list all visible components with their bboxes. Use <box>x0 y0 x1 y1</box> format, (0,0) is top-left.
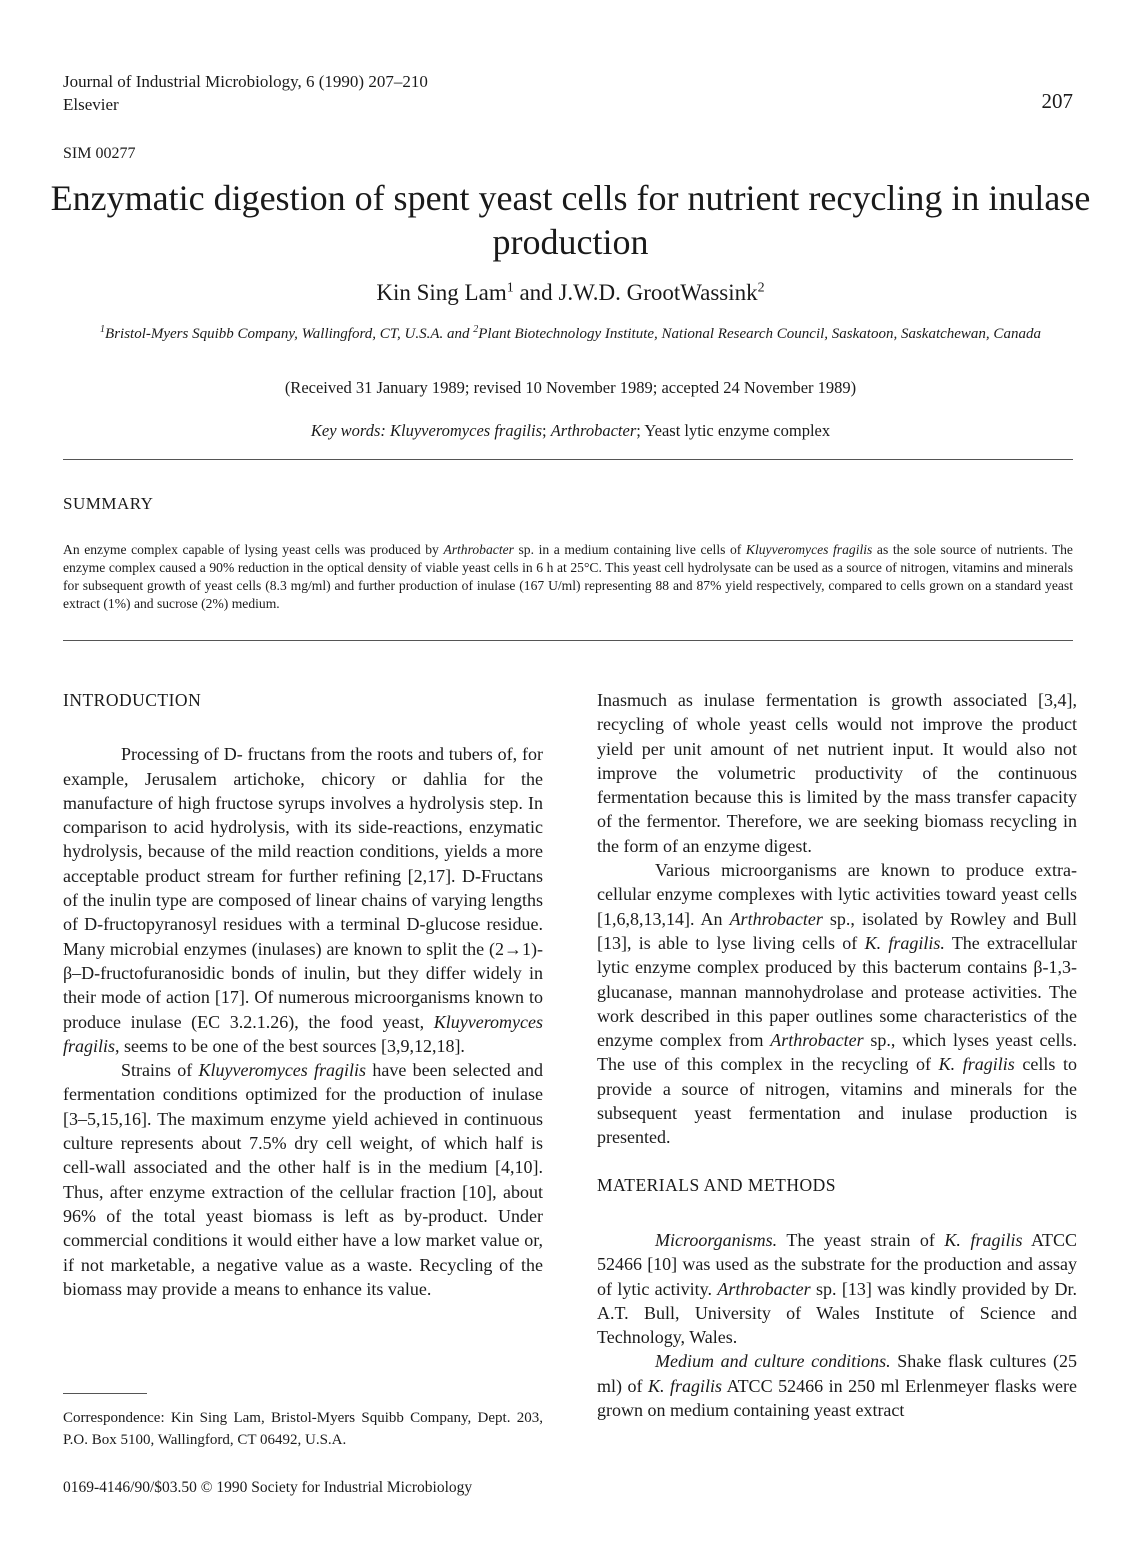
intro-paragraph-3: Inasmuch as inulase fermentation is growth associated [3,4], recycling of whole yeast cells would not improve the product yield per unit amount of net nutrient input. It would also not improve the volumetric productivity of the continuous fermentation because this is limited by the mass transfer capacity of the fermentor. Therefore, we are seeking biomass recycling in the form of an enzyme digest. <box>597 690 1077 856</box>
italic-run: K. fragilis. <box>864 932 945 953</box>
italic-run: Arthrobacter <box>770 1030 864 1051</box>
right-column <box>597 688 1077 1422</box>
text-run: The yeast strain of <box>786 1229 935 1250</box>
text-run: sp. [13] was kindly provided by Dr. A.T. Bull, University of Wales Institute of Science and Technology, Wales. <box>597 1278 1077 1348</box>
divider-top <box>63 459 1073 460</box>
summary-italic: Kluyveromyces fragilis <box>745 542 873 557</box>
sim-code: SIM 00277 <box>63 145 136 162</box>
run-in-heading: Microorganisms. <box>655 1229 778 1250</box>
run-in-heading: Medium and culture conditions. <box>655 1351 891 1372</box>
summary-part: sp. in a medium containing live cells of <box>518 542 742 557</box>
copyright-line: 0169-4146/90/$03.50 © 1990 Society for Industrial Microbiology <box>63 1479 473 1496</box>
text-run: Processing of D- fructans from the roots and tubers of, for example, Jerusalem artichoke, chicory or dahlia for the manufacture of high fructose syrups involves a hydrolysis step. In comparison to acid hydrolysis, with its side-reactions, enzymatic hydrolysis, because of the mild reaction conditions, yields a more acceptable product stream for further refining [2,17]. D-Fructans of the inulin type are composed of linear chains of varying lengths of D-fructopyranosyl residues with a terminal D-glucose residue. Many microbial enzymes (inulases) are known to split the (2→1)-β–D-fructofuranosidic bonds of inulin, but they differ widely in their mode of action [17]. Of numerous microorganisms known to produce inulase (EC 3.2.1.26), the food yeast, <box>63 744 543 1032</box>
divider-bottom <box>63 640 1073 641</box>
italic-run: K. fragilis <box>938 1054 1015 1075</box>
italic-run: K. fragilis <box>944 1229 1023 1250</box>
author-1: Kin Sing Lam <box>376 280 507 305</box>
italic-run: K. fragilis <box>648 1375 723 1396</box>
page-number: 207 <box>1041 89 1073 113</box>
text-run: Various microorganisms are known to produce extracellular enzyme complexes with lytic activities toward yeast cells [1,6,8,13,14]. An <box>597 860 1077 929</box>
keyword-3: Yeast lytic enzyme complex <box>644 421 831 440</box>
text-run: ATCC 52466 [10] was used as the substrate for the production and assay of lytic activity. <box>597 1229 1078 1299</box>
author-line <box>0 280 1141 306</box>
journal-citation: Journal of Industrial Microbiology, 6 (1990) 207–210 <box>63 72 428 91</box>
introduction-heading: INTRODUCTION <box>63 690 202 710</box>
microorganisms-paragraph <box>597 1228 1077 1349</box>
keywords: Key words: Kluyveromyces fragilis; Arthrobacter; Yeast lytic enzyme complex <box>310 421 831 440</box>
author-2-marker: 2 <box>757 280 765 296</box>
text-run: , seems to be one of the best sources [3,9,12,18]. <box>115 1035 465 1056</box>
summary-heading: SUMMARY <box>63 494 154 513</box>
text-run: cells to provide a source of nitrogen, vitamins and minerals for the subsequent yeast fermentation and inulase production is presented. <box>597 1054 1078 1148</box>
text-run: Shake flask cultures (25 ml) of <box>597 1351 1078 1396</box>
summary-italic: Arthrobacter <box>443 542 514 557</box>
affiliation-1-marker: 1 <box>100 324 106 335</box>
keyword-2: Arthrobacter <box>550 421 637 440</box>
affiliation-1: Bristol-Myers Squibb Company, Wallingford, CT, U.S.A. <box>105 326 444 342</box>
intro-paragraph-2 <box>63 1058 543 1301</box>
materials-methods-heading: MATERIALS AND METHODS <box>597 1174 836 1195</box>
author-1-marker: 1 <box>506 280 514 296</box>
paper-title: Enzymatic digestion of spent yeast cells for nutrient recycling in inulase production <box>50 178 1091 262</box>
author-connector: and <box>519 280 553 305</box>
publisher-name: Elsevier <box>63 95 119 114</box>
summary-part: as the sole source of nutrients. The enzyme complex caused a 90% reduction in the optical density of viable yeast cells in 6 h at 25°C. This yeast cell hydrolysate can be used as a source of nitrogen, vitamins and minerals for subsequent growth of yeast cells (8.3 mg/ml) and further production of inulase (167 U/ml) representing 88 and 87% yield respectively, compared to cells grown on a standard yeast extract (1%) and sucrose (2%) medium. <box>63 542 1073 611</box>
italic-run: Arthrobacter <box>717 1278 811 1299</box>
affiliation-connector: and <box>446 326 470 342</box>
left-column <box>63 688 543 1301</box>
text-run: Strains of <box>121 1060 193 1081</box>
text-run: The extracellular lytic enzyme complex produced by this bacterum contains β-1,3-glucanase, mannan mannohydrolase and protease activities. The work described in this paper outlines some characteristics of the enzyme complex from <box>597 932 1077 1051</box>
text-run: ATCC 52466 in 250 ml Erlenmeyer flasks were grown on medium containing yeast extract <box>597 1375 1078 1421</box>
author-2: J.W.D. GrootWassink <box>558 280 758 305</box>
correspondence-note: Correspondence: Kin Sing Lam, Bristol-Myers Squibb Company, Dept. 203, P.O. Box 5100, Wallingford, CT 06492, U.S.A. <box>63 1410 543 1448</box>
medium-paragraph <box>597 1349 1077 1422</box>
text-run: sp., which lyses yeast cells. The use of this complex in the recycling of <box>597 1030 1077 1075</box>
keywords-label: Key words: <box>310 421 386 440</box>
footnote-divider <box>63 1393 147 1394</box>
intro-paragraph-1 <box>63 742 543 1058</box>
summary-part: An enzyme complex capable of lysing yeast cells was produced by <box>63 542 439 557</box>
italic-run: Kluyveromyces fragilis <box>198 1060 367 1081</box>
received-dates: (Received 31 January 1989; revised 10 November 1989; accepted 24 November 1989) <box>284 378 857 397</box>
italic-run: Arthrobacter <box>729 908 823 929</box>
summary-text <box>63 541 1073 613</box>
text-run: have been selected and fermentation conditions optimized for the production of inulase [3–5,15,16]. The maximum enzyme yield achieved in continuous culture represents about 7.5% dry cell weight, of which half is cell-wall associated and the other half is in the medium [4,10]. Thus, after enzyme extraction of the cellular fraction [10], about 96% of the total yeast biomass is left as by-product. Under commercial conditions it would either have a low market value or, if not marketable, a negative value as a waste. Recycling of the biomass may provide a means to enhance its value. <box>63 1060 544 1299</box>
text-run: sp., isolated by Rowley and Bull [13], is able to lyse living cells of <box>597 908 1078 953</box>
affiliation-2: Plant Biotechnology Institute, National Research Council, Saskatoon, Saskatchewan, Canada <box>478 326 1041 342</box>
italic-run: Kluyveromyces fragilis <box>63 1011 544 1056</box>
keyword-1: Kluyveromyces fragilis <box>390 421 542 440</box>
intro-paragraph-4 <box>597 858 1077 1150</box>
affiliations <box>60 319 1081 345</box>
affiliation-2-marker: 2 <box>473 324 479 335</box>
